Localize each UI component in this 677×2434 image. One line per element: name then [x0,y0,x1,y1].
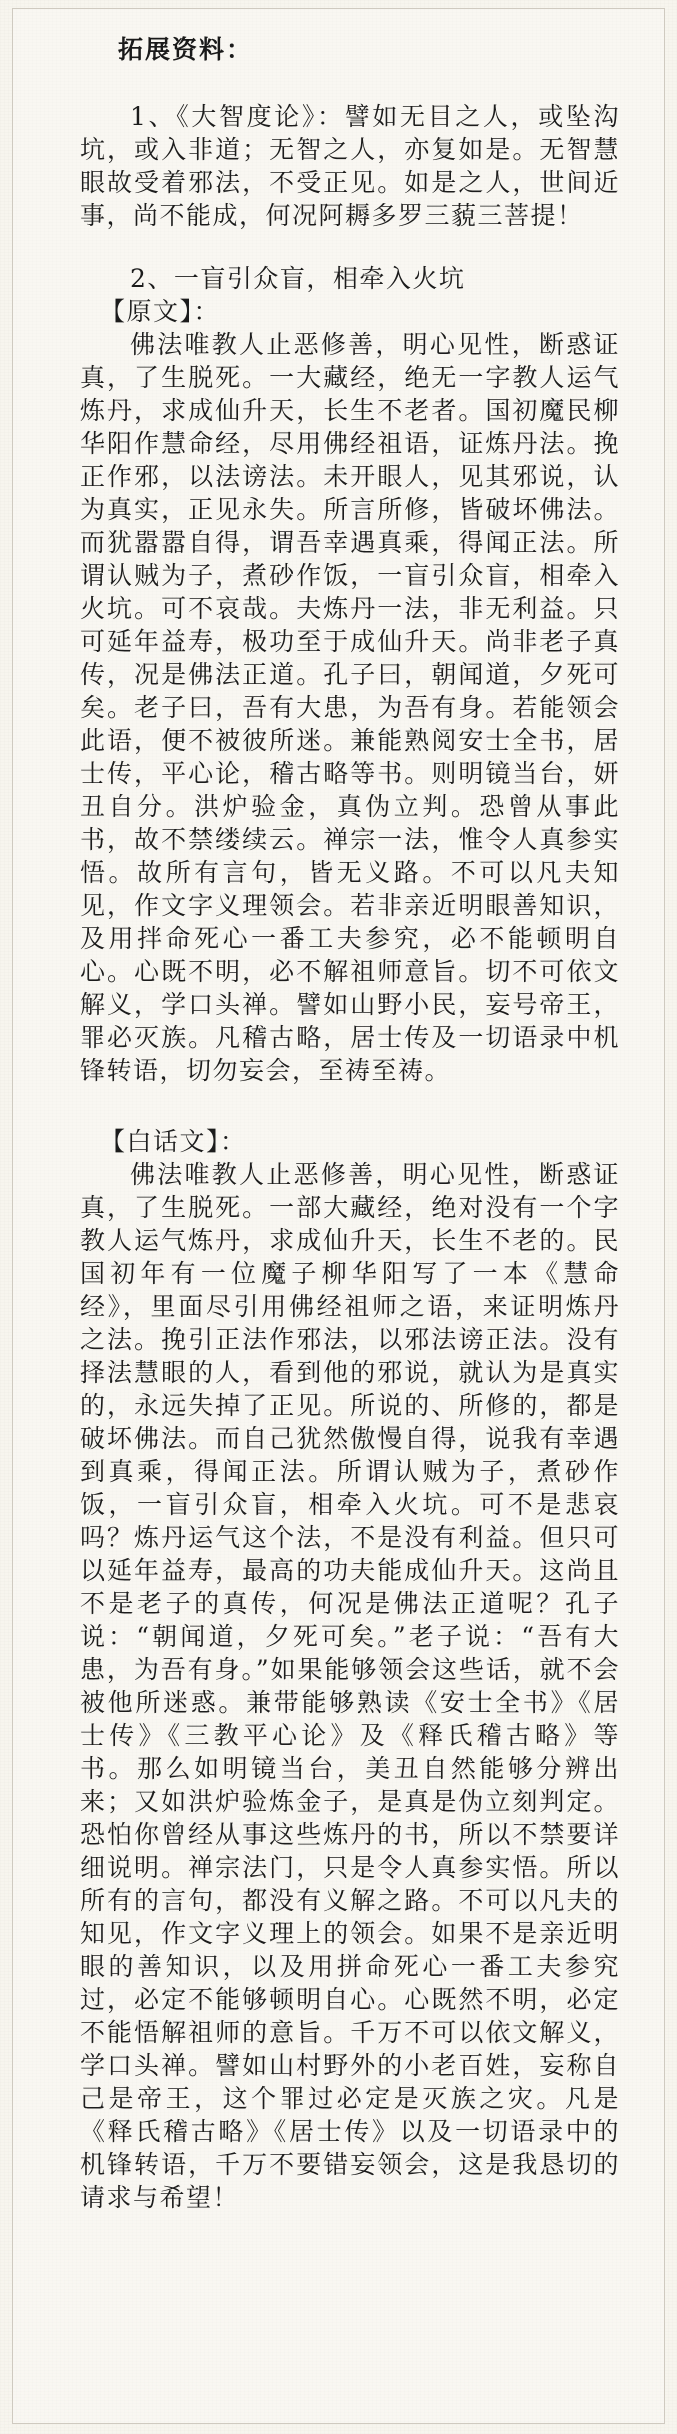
article-body [80,30,620,2214]
item-2-title: 2、一盲引众盲，相牵入火坑 [130,264,466,293]
item-1-paragraph: 1、《大智度论》：譬如无目之人，或坠沟坑，或入非道；无智之人，亦复如是。无智慧眼故受着邪法，不受正见。如是之人，世间近事，尚不能成，何况阿耨多罗三藐三菩提！ [80,102,620,230]
original-text-label: 【原文】： [100,297,221,326]
section-heading: 拓展资料： [118,35,254,64]
original-text-paragraph: 佛法唯教人止恶修善，明心见性，断惑证真，了生脱死。一大藏经，绝无一字教人运气炼丹，求成仙升天，长生不老者。国初魔民柳华阳作慧命经，尽用佛经祖语，证炼丹法。挽正作邪，以法谤法。未开眼人，见其邪说，认为真实，正见永失。所言所修，皆破坏佛法。而犹嚣嚣自得，谓吾幸遇真乘，得闻正法。所谓认贼为子，煮砂作饭，一盲引众盲，相牵入火坑。可不哀哉。夫炼丹一法，非无利益。只可延年益寿，极功至于成仙升天。尚非老子真传，况是佛法正道。孔子曰，朝闻道，夕死可矣。老子曰，吾有大患，为吾有身。若能领会此语，便不被彼所迷。兼能熟阅安士全书，居士传，平心论，稽古略等书。则明镜当台，妍丑自分。洪炉验金，真伪立判。恐曾从事此书，故不禁缕续云。禅宗一法，惟令人真参实悟。故所有言句，皆无义路。不可以凡夫知见，作文字义理领会。若非亲近明眼善知识，及用拌命死心一番工夫参究，必不能顿明自心。心既不明，必不解祖师意旨。切不可依文解义，学口头禅。譬如山野小民，妄号帝王，罪必灭族。凡稽古略，居士传及一切语录中机锋转语，切勿妄会，至祷至祷。 [80,330,620,1085]
vernacular-text-paragraph: 佛法唯教人止恶修善，明心见性，断惑证真，了生脱死。一部大藏经，绝对没有一个字教人运气炼丹，求成仙升天，长生不老的。民国初年有一位魔子柳华阳写了一本《慧命经》，里面尽引用佛经祖师之语，来证明炼丹之法。挽引正法作邪法，以邪法谤正法。没有择法慧眼的人，看到他的邪说，就认为是真实的，永远失掉了正见。所说的、所修的，都是破坏佛法。而自己犹然傲慢自得，说我有幸遇到真乘，得闻正法。所谓认贼为子，煮砂作饭，一盲引众盲，相牵入火坑。可不是悲哀吗？炼丹运气这个法，不是没有利益。但只可以延年益寿，最高的功夫能成仙升天。这尚且不是老子的真传，何况是佛法正道呢？孔子说：“朝闻道，夕死可矣。”老子说：“吾有大患，为吾有身。”如果能够领会这些话，就不会被他所迷惑。兼带能够熟读《安士全书》《居士传》《三教平心论》及《释氏稽古略》等书。那么如明镜当台，美丑自然能够分辨出来；又如洪炉验炼金子，是真是伪立刻判定。恐怕你曾经从事这些炼丹的书，所以不禁要详细说明。禅宗法门，只是令人真参实悟。所以所有的言句，都没有义解之路。不可以凡夫的知见，作文字义理上的领会。如果不是亲近明眼的善知识，以及用拼命死心一番工夫参究过，必定不能够顿明自心。心既然不明，必定不能悟解祖师的意旨。千万不可以依文解义，学口头禅。譬如山村野外的小老百姓，妄称自己是帝王，这个罪过必定是灭族之灾。凡是《释氏稽古略》《居士传》以及一切语录中的机锋转语，千万不要错妄领会，这是我恳切的请求与希望！ [80,1160,620,2212]
vernacular-text-label: 【白话文】： [100,1127,247,1156]
